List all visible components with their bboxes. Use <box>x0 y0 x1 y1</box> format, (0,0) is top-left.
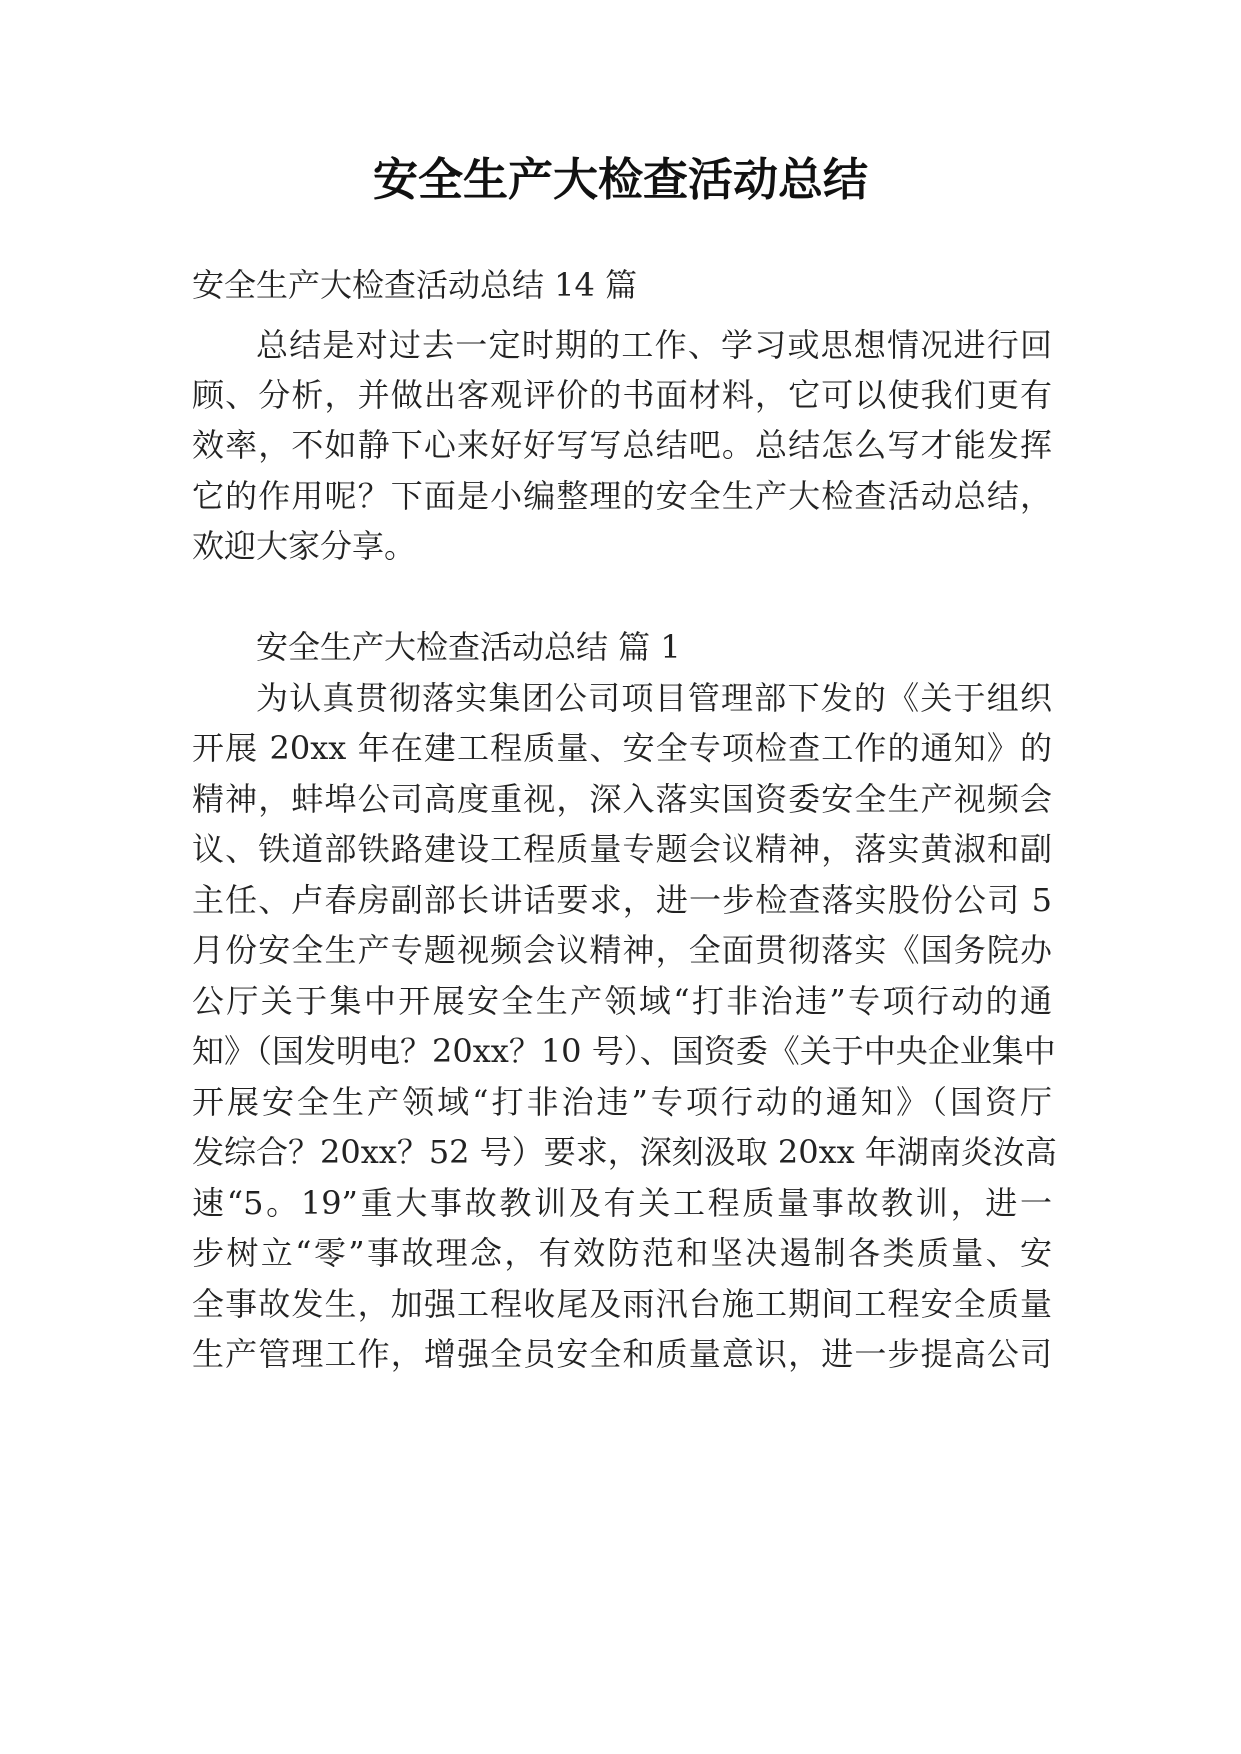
body-line: 开展安全生产领域“打非治违”专项行动的通知》（国资厅 <box>192 1083 1052 1121</box>
document-title: 安全生产大检查活动总结 <box>372 153 868 206</box>
section-heading: 安全生产大检查活动总结 篇 1 <box>256 628 681 666</box>
body-line: 公厅关于集中开展安全生产领域“打非治违”专项行动的通 <box>192 982 1052 1020</box>
intro-line: 欢迎大家分享。 <box>192 527 417 565</box>
body-line: 知》（国发明电？20xx？10 号）、国资委《关于中央企业集中 <box>192 1032 1056 1070</box>
body-line: 主任、卢春房副部长讲话要求，进一步检查落实股份公司 5 <box>192 881 1052 919</box>
body-line: 全事故发生，加强工程收尾及雨汛台施工期间工程安全质量 <box>192 1285 1052 1323</box>
body-line: 议、铁道部铁路建设工程质量专题会议精神，落实黄淑和副 <box>192 830 1052 868</box>
intro-line: 它的作用呢？下面是小编整理的安全生产大检查活动总结， <box>192 477 1052 515</box>
intro-line: 顾、分析，并做出客观评价的书面材料，它可以使我们更有 <box>192 376 1052 414</box>
body-line: 精神，蚌埠公司高度重视，深入落实国资委安全生产视频会 <box>192 780 1052 818</box>
body-line: 为认真贯彻落实集团公司项目管理部下发的《关于组织 <box>256 679 1052 717</box>
body-line: 步树立“零”事故理念，有效防范和坚决遏制各类质量、安 <box>192 1234 1052 1272</box>
body-line: 发综合？20xx？52 号）要求，深刻汲取 20xx 年湖南炎汝高 <box>192 1133 1057 1171</box>
intro-line: 效率，不如静下心来好好写写总结吧。总结怎么写才能发挥 <box>192 426 1052 464</box>
document-subtitle: 安全生产大检查活动总结 14 篇 <box>192 266 638 304</box>
body-line: 月份安全生产专题视频会议精神，全面贯彻落实《国务院办 <box>192 931 1052 969</box>
body-line: 生产管理工作，增强全员安全和质量意识，进一步提高公司 <box>192 1335 1052 1373</box>
body-line: 速“5。19”重大事故教训及有关工程质量事故教训，进一 <box>192 1184 1052 1222</box>
body-line: 开展 20xx 年在建工程质量、安全专项检查工作的通知》的 <box>192 729 1052 767</box>
intro-line: 总结是对过去一定时期的工作、学习或思想情况进行回 <box>256 326 1052 364</box>
